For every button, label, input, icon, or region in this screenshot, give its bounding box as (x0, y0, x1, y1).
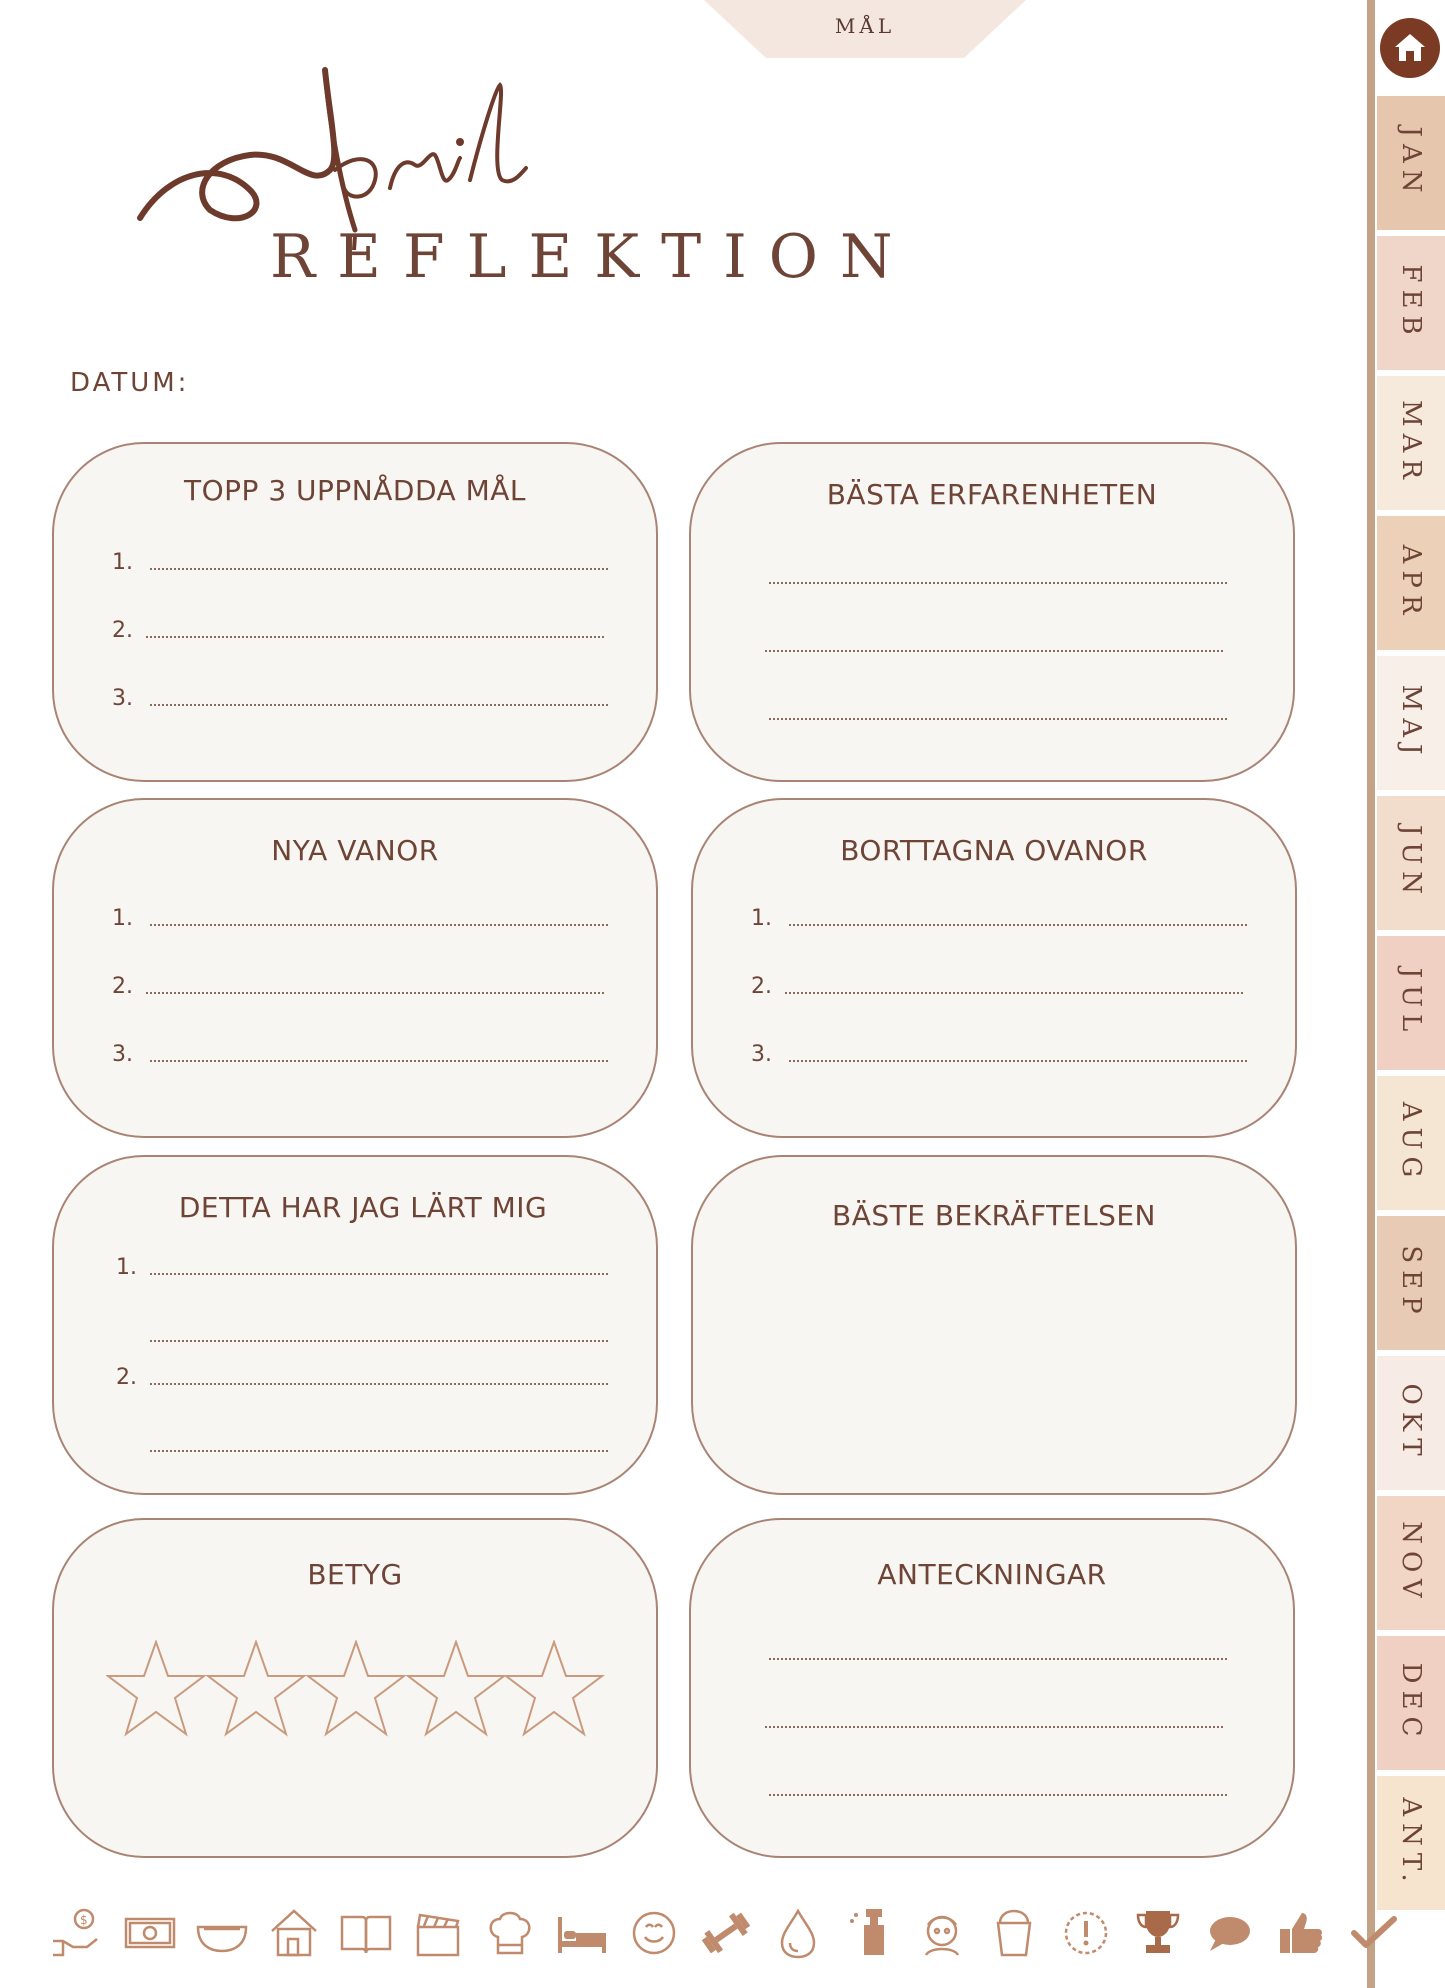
chef-hat-icon[interactable] (482, 1905, 538, 1961)
checkmark-icon[interactable] (1346, 1905, 1402, 1961)
list-item[interactable] (112, 550, 622, 578)
spray-bottle-icon[interactable] (842, 1905, 898, 1961)
star-rating (106, 1640, 606, 1740)
dotted-line[interactable] (769, 718, 1227, 720)
dumbbell-icon[interactable] (698, 1905, 754, 1961)
dotted-line (150, 924, 608, 926)
month-tab[interactable] (1377, 1494, 1445, 1630)
sidebar-edge (1367, 0, 1375, 1988)
svg-text:$: $ (80, 1913, 88, 1927)
month-tab[interactable] (1377, 234, 1445, 370)
list-item[interactable] (112, 906, 622, 934)
star-icon[interactable] (308, 1642, 404, 1734)
bed-icon[interactable] (554, 1905, 610, 1961)
list-item[interactable] (751, 974, 1261, 1002)
list-number: 1. (112, 906, 133, 931)
star-icon[interactable] (208, 1642, 304, 1734)
list-number: 1. (116, 1255, 137, 1280)
list-number: 2. (112, 618, 133, 643)
dotted-line (150, 1060, 608, 1062)
star-icon[interactable] (408, 1642, 504, 1734)
list-number: 3. (751, 1042, 772, 1067)
month-tab[interactable] (1377, 514, 1445, 650)
list-item[interactable] (116, 1255, 626, 1283)
trophy-icon[interactable] (1130, 1905, 1186, 1961)
script-title-april (130, 40, 550, 250)
month-tab-label: JUL (1396, 967, 1426, 1039)
month-tab-label: NOV (1396, 1521, 1426, 1605)
month-tab-label: FEB (1396, 264, 1426, 342)
dotted-line (150, 1273, 608, 1275)
dotted-line (150, 704, 608, 706)
list-number: 3. (112, 1042, 133, 1067)
list-item[interactable] (112, 974, 622, 1002)
dotted-line (146, 992, 604, 994)
top-tab-mal[interactable] (704, 0, 1026, 60)
card-title: TOPP 3 UPPNÅDDA MÅL (184, 474, 526, 507)
dotted-line (789, 924, 1247, 926)
dotted-line[interactable] (150, 1340, 608, 1342)
month-tab-label: AUG (1396, 1101, 1426, 1185)
water-drop-icon[interactable] (770, 1905, 826, 1961)
card-title: NYA VANOR (271, 834, 439, 867)
dotted-line (789, 1060, 1247, 1062)
card-title: ANTECKNINGAR (877, 1558, 1107, 1591)
card-bekraftelsen[interactable] (691, 1155, 1297, 1495)
dotted-line[interactable] (769, 1794, 1227, 1796)
list-item[interactable] (116, 1365, 626, 1393)
clapperboard-icon[interactable] (410, 1905, 466, 1961)
dotted-line (785, 992, 1243, 994)
star-icon[interactable] (108, 1642, 204, 1734)
dotted-line (150, 568, 608, 570)
home-cleaning-icon[interactable] (266, 1905, 322, 1961)
month-tab[interactable] (1377, 1354, 1445, 1490)
speech-bubble-icon[interactable] (1202, 1905, 1258, 1961)
month-tab[interactable] (1377, 1214, 1445, 1350)
card-title: BETYG (307, 1558, 403, 1591)
card-title: DETTA HAR JAG LÄRT MIG (178, 1191, 548, 1224)
list-item[interactable] (112, 618, 622, 646)
star-icon[interactable] (506, 1642, 602, 1734)
book-icon[interactable] (338, 1905, 394, 1961)
month-tab-label: ANT. (1396, 1797, 1426, 1889)
list-number: 1. (751, 906, 772, 931)
month-tab-label: MAJ (1396, 684, 1426, 762)
dotted-line[interactable] (769, 1658, 1227, 1660)
icon-bar (50, 1905, 1350, 1961)
list-number: 2. (112, 974, 133, 999)
month-tab[interactable] (1377, 1634, 1445, 1770)
dotted-line (150, 1383, 608, 1385)
list-item[interactable] (112, 686, 622, 714)
thumbs-up-icon[interactable] (1274, 1905, 1330, 1961)
list-number: 3. (112, 686, 133, 711)
datum-label: DATUM: (70, 368, 190, 398)
list-number: 2. (116, 1365, 137, 1390)
month-tab-label: DEC (1396, 1662, 1426, 1744)
dotted-line[interactable] (769, 582, 1227, 584)
home-button[interactable] (1380, 18, 1440, 78)
month-tab-label: JUN (1396, 824, 1426, 902)
list-number: 1. (112, 550, 133, 575)
card-lart-mig (52, 1155, 658, 1495)
month-tab-label: MAR (1396, 400, 1426, 486)
dotted-line[interactable] (765, 1726, 1223, 1728)
card-title: BORTTAGNA OVANOR (840, 834, 1148, 867)
month-tab[interactable] (1377, 794, 1445, 930)
page-title: REFLEKTION (270, 222, 915, 292)
face-mask-icon[interactable] (914, 1905, 970, 1961)
home-icon (1392, 30, 1428, 66)
alert-icon[interactable] (1058, 1905, 1114, 1961)
top-tab-label: MÅL (834, 14, 896, 38)
list-item[interactable] (112, 1042, 622, 1070)
card-topp3 (52, 442, 658, 782)
money-hand-icon[interactable] (50, 1905, 106, 1961)
month-tab-label: OKT (1396, 1383, 1426, 1463)
month-tab[interactable] (1377, 94, 1445, 230)
banknote-icon[interactable] (122, 1905, 178, 1961)
card-title: BÄSTA ERFARENHETEN (826, 478, 1158, 511)
month-tab[interactable] (1377, 654, 1445, 790)
month-tab[interactable] (1377, 374, 1445, 510)
card-nya-vanor (52, 798, 658, 1138)
month-tab[interactable] (1377, 1074, 1445, 1210)
card-borttagna-ovanor (691, 798, 1297, 1138)
card-anteckningar (689, 1518, 1295, 1858)
list-item[interactable] (751, 906, 1261, 934)
card-betyg (52, 1518, 658, 1858)
month-tab-label: APR (1396, 544, 1426, 622)
smiley-icon[interactable] (626, 1905, 682, 1961)
card-basta-erfarenheten (689, 442, 1295, 782)
dotted-line[interactable] (765, 650, 1223, 652)
month-tab[interactable] (1377, 1774, 1445, 1910)
list-number: 2. (751, 974, 772, 999)
month-tab-label: JAN (1396, 126, 1426, 200)
dotted-line[interactable] (150, 1450, 608, 1452)
bucket-icon[interactable] (986, 1905, 1042, 1961)
card-title: BÄSTE BEKRÄFTELSEN (832, 1199, 1156, 1232)
month-tab[interactable] (1377, 934, 1445, 1070)
list-item[interactable] (751, 1042, 1261, 1070)
month-tab-label: SEP (1396, 1245, 1426, 1321)
bowl-icon[interactable] (194, 1905, 250, 1961)
dotted-line (146, 636, 604, 638)
